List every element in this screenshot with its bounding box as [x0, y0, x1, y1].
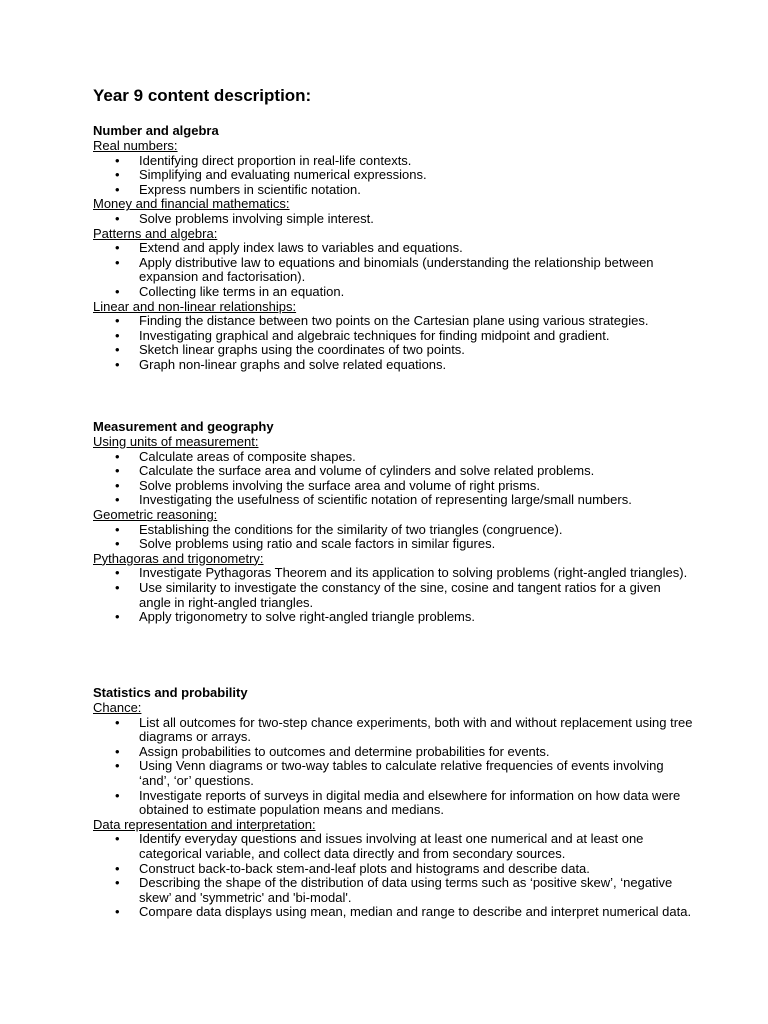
item-list: [93, 314, 693, 372]
list-item: • Investigate reports of surveys in digital media and elsewhere for information on how data were obtained to estimate population means and medians.: [93, 789, 693, 818]
list-item: • Investigating graphical and algebraic techniques for finding midpoint and gradient.: [93, 329, 693, 344]
list-item: • Using Venn diagrams or two-way tables to calculate relative frequencies of events involving ‘and’, ‘or’ questions.: [93, 759, 693, 788]
section-heading: Statistics and probability: [93, 685, 248, 700]
list-item: • Identifying direct proportion in real-life contexts.: [93, 154, 693, 169]
list-item: • Solve problems involving the surface area and volume of right prisms.: [93, 479, 693, 494]
list-item: • Describing the shape of the distribution of data using terms such as ‘positive skew’, ‘negative skew’ and 'symmetric' and 'bi-modal'.: [93, 876, 693, 905]
section-number-and-algebra: [93, 123, 693, 373]
section-heading: Number and algebra: [93, 123, 219, 138]
list-item: • Simplifying and evaluating numerical expressions.: [93, 168, 693, 183]
item-list: [93, 832, 693, 920]
list-item: • Investigating the usefulness of scientific notation of representing large/small numbers.: [93, 493, 693, 508]
item-list: [93, 154, 693, 198]
list-item: • Investigate Pythagoras Theorem and its application to solving problems (right-angled triangles).: [93, 566, 693, 581]
subheading-chance: Chance:: [93, 700, 142, 715]
list-item: • List all outcomes for two-step chance experiments, both with and without replacement using tree diagrams or arrays.: [93, 716, 693, 745]
subheading-real-numbers: Real numbers:: [93, 138, 178, 153]
item-list: [93, 716, 693, 818]
list-item: • Collecting like terms in an equation.: [93, 285, 693, 300]
subheading-geometric-reasoning: Geometric reasoning:: [93, 506, 218, 522]
subheading-patterns-and-algebra: Patterns and algebra:: [93, 225, 218, 241]
list-item: • Calculate the surface area and volume of cylinders and solve related problems.: [93, 464, 693, 479]
page-title: Year 9 content description:: [93, 86, 312, 105]
subheading-data-representation-and-interpretation: Data representation and interpretation:: [93, 816, 316, 832]
list-item: • Construct back-to-back stem-and-leaf plots and histograms and describe data.: [93, 862, 693, 877]
list-item: • Express numbers in scientific notation.: [93, 183, 693, 198]
subheading-using-units-of-measurement: Using units of measurement:: [93, 434, 259, 449]
list-item: • Graph non-linear graphs and solve related equations.: [93, 358, 693, 373]
list-item: • Apply distributive law to equations and binomials (understanding the relationship between expansion and factorisation).: [93, 256, 693, 285]
list-item: • Sketch linear graphs using the coordinates of two points.: [93, 343, 693, 358]
subheading-linear-and-non-linear-relationships: Linear and non-linear relationships:: [93, 298, 297, 314]
list-item: • Apply trigonometry to solve right-angled triangle problems.: [93, 610, 693, 625]
subheading-pythagoras-and-trigonometry: Pythagoras and trigonometry:: [93, 550, 264, 566]
section-measurement-and-geography: [93, 419, 693, 625]
item-list: [93, 212, 693, 227]
list-item: • Solve problems involving simple interest.: [93, 212, 693, 227]
list-item: • Establishing the conditions for the similarity of two triangles (congruence).: [93, 523, 693, 538]
section-heading: Measurement and geography: [93, 419, 274, 434]
list-item: • Finding the distance between two points on the Cartesian plane using various strategies.: [93, 314, 693, 329]
section-statistics-and-probability: [93, 685, 693, 920]
list-item: • Use similarity to investigate the constancy of the sine, cosine and tangent ratios for a given angle in right-angled triangles.: [93, 581, 693, 610]
item-list: [93, 566, 693, 624]
item-list: [93, 523, 693, 552]
list-item: • Solve problems using ratio and scale factors in similar figures.: [93, 537, 693, 552]
subheading-money-and-financial-mathematics: Money and financial mathematics:: [93, 196, 290, 212]
list-item: • Identify everyday questions and issues involving at least one numerical and at least one categorical variable, and collect data directly and from secondary sources.: [93, 832, 693, 861]
list-item: • Calculate areas of composite shapes.: [93, 450, 693, 465]
item-list: [93, 241, 693, 299]
list-item: • Extend and apply index laws to variables and equations.: [93, 241, 693, 256]
list-item: • Assign probabilities to outcomes and determine probabilities for events.: [93, 745, 693, 760]
list-item: • Compare data displays using mean, median and range to describe and interpret numerical data.: [93, 905, 693, 920]
item-list: [93, 450, 693, 508]
